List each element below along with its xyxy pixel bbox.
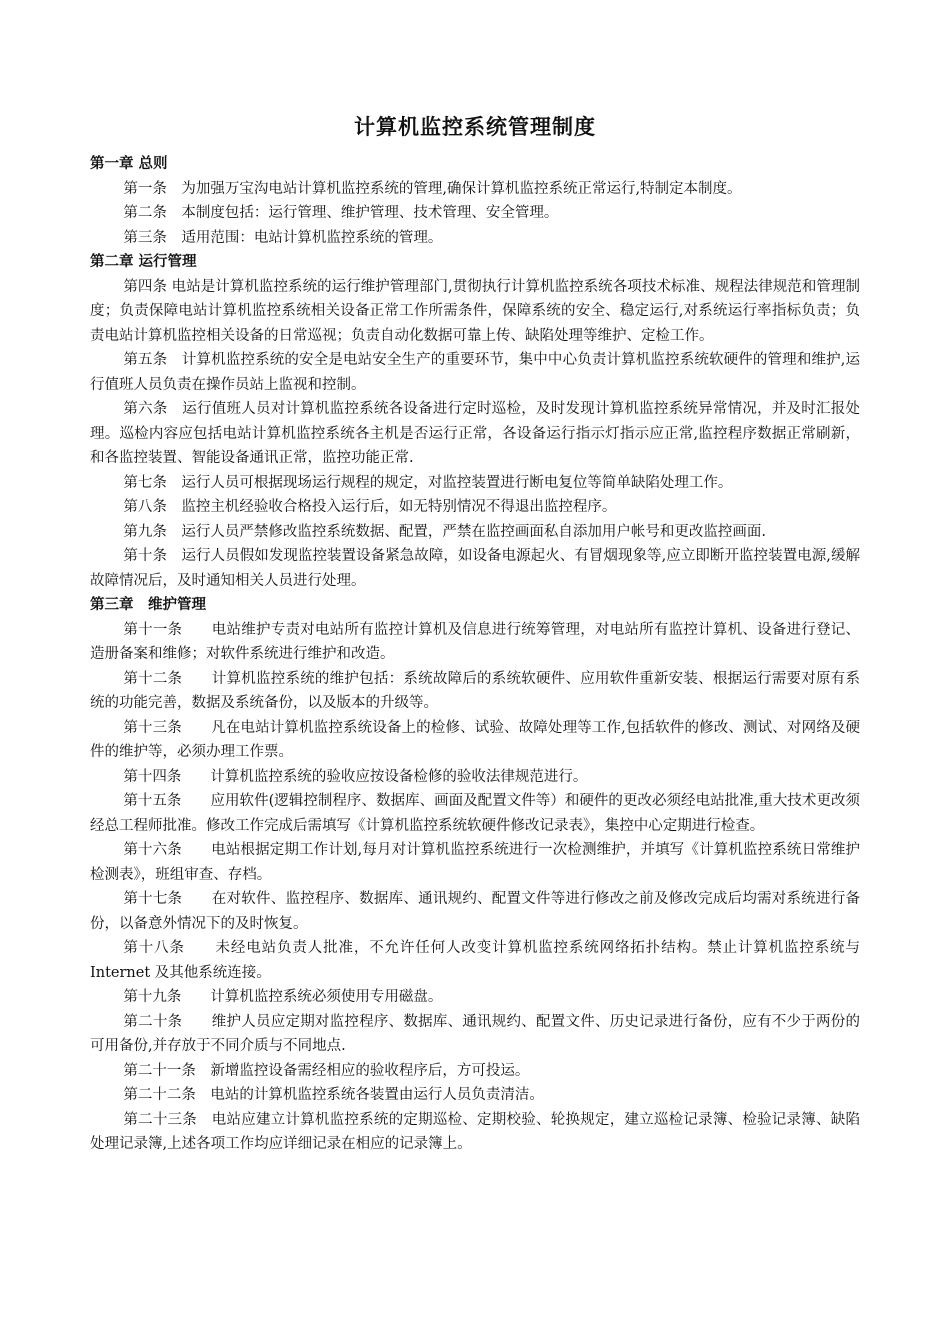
article: 第二十二条 电站的计算机监控系统各装置由运行人员负责清洁。 bbox=[123, 1087, 544, 1103]
article: 第十九条 计算机监控系统必须使用专用磁盘。 bbox=[123, 989, 443, 1005]
article: 第十条 运行人员假如发现监控装置设备紧急故障，如设备电源起火、有冒烟现象等,应立即断开监控装置电源,缓解故障情况后，及时通知相关人员进行处理。 bbox=[90, 548, 860, 589]
chapter-1 bbox=[90, 152, 860, 250]
article: 第二条 本制度包括：运行管理、维护管理、技术管理、安全管理。 bbox=[123, 205, 559, 221]
document-title: 计算机监控系统管理制度 bbox=[354, 115, 596, 139]
article: 第十六条 电站根据定期工作计划,每月对计算机监控系统进行一次检测维护，并填写《计算机监控系统日常维护检测表》，班组审查、存档。 bbox=[90, 842, 860, 883]
article: 第五条 计算机监控系统的安全是电站安全生产的重要环节，集中中心负责计算机监控系统软硬件的管理和维护,运行值班人员负责在操作员站上监视和控制。 bbox=[90, 352, 860, 393]
article: 第十五条 应用软件(逻辑控制程序、数据库、画面及配置文件等）和硬件的更改必须经电站批准,重大技术更改须经总工程师批准。修改工作完成后需填写《计算机监控系统软硬件修改记录表》，集控中心定期进行检查。 bbox=[90, 793, 860, 834]
article: 第二十一条 新增监控设备需经相应的验收程序后，方可投运。 bbox=[123, 1062, 530, 1079]
article: 第十四条 计算机监控系统的验收应按设备检修的验收法律规范进行。 bbox=[123, 768, 588, 785]
chapter-3 bbox=[90, 593, 865, 1157]
article: 第十八条 未经电站负责人批准，不允许任何人改变计算机监控系统网络拓扑结构。禁止计算机监控系统与 Internet 及其他系统连接。 bbox=[90, 940, 865, 981]
article: 第十一条 电站维护专责对电站所有监控计算机及信息进行统筹管理，对电站所有监控计算机、设备进行登记、造册备案和维修；对软件系统进行维护和改造。 bbox=[90, 621, 860, 662]
chapter-2 bbox=[90, 250, 860, 593]
chapter-heading: 第一章 总则 bbox=[90, 156, 168, 172]
article: 第二十条 维护人员应定期对监控程序、数据库、通讯规约、配置文件、历史记录进行备份，应有不少于两份的可用备份,并存放于不同介质与不同地点. bbox=[90, 1013, 860, 1054]
article: 第十三条 凡在电站计算机监控系统设备上的检修、试验、故障处理等工作,包括软件的修改、测试、对网络及硬件的维护等，必须办理工作票。 bbox=[90, 719, 860, 760]
article: 第八条 监控主机经验收合格投入运行后，如无特别情况不得退出监控程序。 bbox=[123, 499, 617, 515]
article: 第二十三条 电站应建立计算机监控系统的定期巡检、定期校验、轮换规定，建立巡检记录簿、检验记录簿、缺陷处理记录簿,上述各项工作均应详细记录在相应的记录簿上。 bbox=[90, 1111, 860, 1152]
article: 第一条 为加强万宝沟电站计算机监控系统的管理,确保计算机监控系统正常运行,特制定本制度。 bbox=[123, 180, 742, 197]
article: 第十二条 计算机监控系统的维护包括：系统故障后的系统软硬件、应用软件重新安装、根据运行需要对原有系统的功能完善，数据及系统备份，以及版本的升级等。 bbox=[90, 670, 860, 711]
article: 第七条 运行人员可根据现场运行规程的规定，对监控装置进行断电复位等简单缺陷处理工作。 bbox=[123, 474, 733, 491]
article: 第十七条 在对软件、监控程序、数据库、通讯规约、配置文件等进行修改之前及修改完成后均需对系统进行备份，以备意外情况下的及时恢复。 bbox=[90, 891, 860, 932]
chapter-heading: 第二章 运行管理 bbox=[90, 254, 197, 270]
article: 第九条 运行人员严禁修改监控系统数据、配置，严禁在监控画面私自添加用户帐号和更改监控画面. bbox=[123, 523, 766, 540]
chapter-heading: 第三章 维护管理 bbox=[90, 597, 206, 613]
article: 第三条 适用范围：电站计算机监控系统的管理。 bbox=[123, 229, 443, 246]
article: 第四条 电站是计算机监控系统的运行维护管理部门,贯彻执行计算机监控系统各项技术标准、规程法律规范和管理制度；负责保障电站计算机监控系统相关设备正常工作所需条件，保障系统的安全、稳定运行,对系统运行率指标负责；负责电站计算机监控相关设备的日常巡视；负责自动化数据可靠上传、缺陷处理等维护、定检工作。 bbox=[90, 278, 860, 344]
article: 第六条 运行值班人员对计算机监控系统各设备进行定时巡检，及时发现计算机监控系统异常情况，并及时汇报处理。巡检内容应包括电站计算机监控系统各主机是否运行正常，各设备运行指示灯指示应正常,监控程序数据正常刷新，和各监控装置、智能设备通讯正常，监控功能正常. bbox=[90, 401, 860, 466]
